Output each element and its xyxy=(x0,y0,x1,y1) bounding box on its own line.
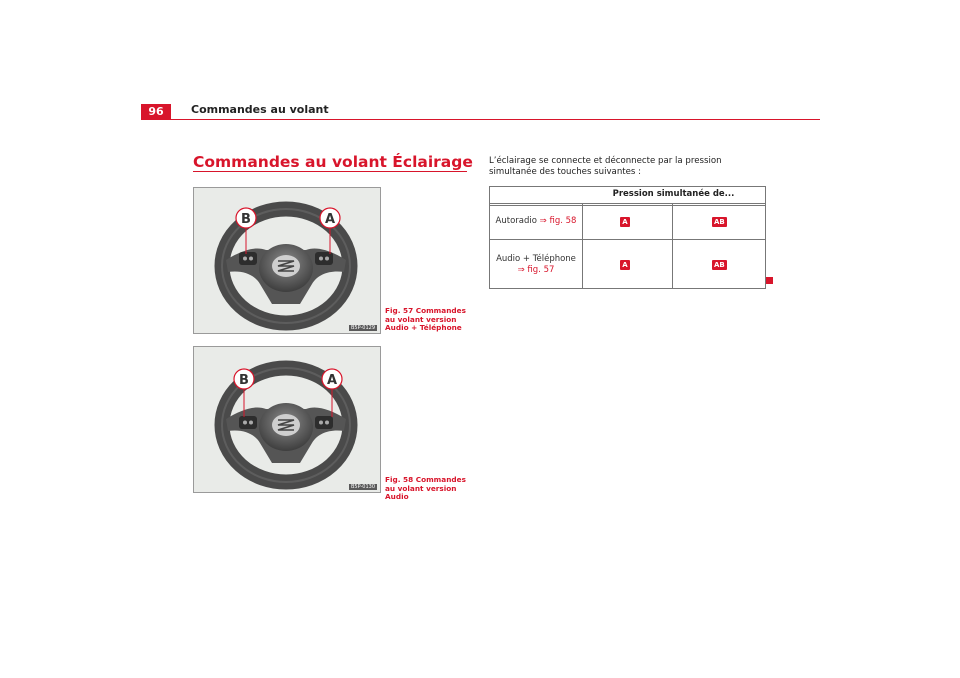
intro-paragraph: L’éclairage se connecte et déconnecte par la pression simultanée des touches suivantes : xyxy=(489,156,722,177)
table-rule xyxy=(490,239,765,240)
table-rule xyxy=(672,203,673,288)
callout-a: A xyxy=(326,373,338,388)
row-label-text: Audio + Téléphone xyxy=(496,254,576,264)
end-of-section-square-icon xyxy=(766,277,773,284)
key-ab-badge: AB xyxy=(714,218,725,226)
table-row-label xyxy=(490,254,582,275)
table-rule xyxy=(490,205,765,206)
key-a-badge: A xyxy=(620,217,630,227)
row-label-text: Autoradio xyxy=(495,216,537,226)
figure-caption: Fig. 58 Commandes au volant version Audio xyxy=(385,475,466,502)
callout-b: B xyxy=(239,373,249,388)
header-rule xyxy=(141,119,820,120)
figure-reference-link[interactable]: ⇒ fig. 58 xyxy=(539,216,577,226)
figure-reference-link[interactable]: ⇒ fig. 57 xyxy=(517,264,555,275)
section-rule xyxy=(193,171,467,172)
steering-wheel-illustration xyxy=(194,188,380,333)
callout-b: B xyxy=(241,212,251,227)
steering-wheel-illustration xyxy=(194,347,380,492)
figure-58-steering-wheel xyxy=(193,346,381,493)
section-title: Commandes au volant Éclairage xyxy=(193,153,473,171)
key-a-badge: A xyxy=(620,260,630,270)
key-ab-badge: AB xyxy=(714,261,725,269)
table-rule xyxy=(582,203,583,288)
table-row-label xyxy=(490,216,582,227)
simultaneous-press-table xyxy=(489,186,766,289)
page-number: 96 xyxy=(141,104,171,119)
figure-57-steering-wheel xyxy=(193,187,381,334)
figure-code: B5P-0129 xyxy=(350,325,375,331)
figure-caption: Fig. 57 Commandes au volant version Audio + Téléphone xyxy=(385,306,466,333)
table-header: Pression simultanée de... xyxy=(612,189,735,199)
header-title: Commandes au volant xyxy=(191,103,329,116)
figure-code: B5P-0130 xyxy=(350,484,375,490)
callout-a: A xyxy=(324,212,336,227)
table-rule xyxy=(490,203,765,204)
